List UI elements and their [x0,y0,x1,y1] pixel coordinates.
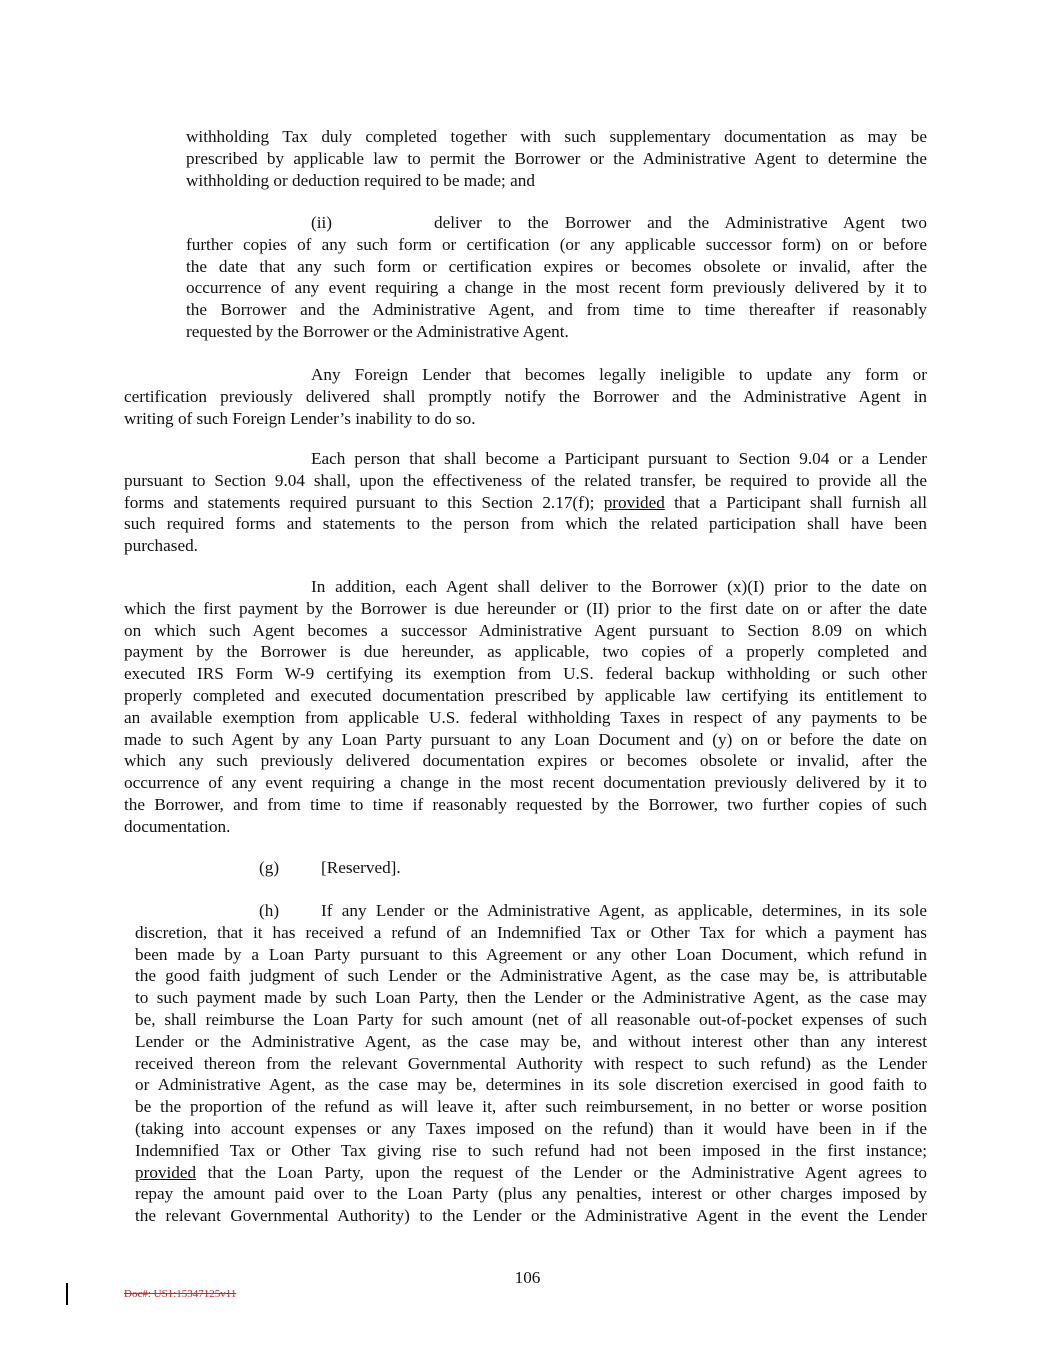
text-line: requested by the Borrower or the Administrative Agent. [186,321,569,341]
text-line: which the first payment by the Borrower is due hereunder or (II) prior to the first date on or after the date [124,598,927,618]
text-line: withholding or deduction required to be made; and [186,170,535,190]
paragraph-participant [124,448,927,557]
clause-label-g: (g) [259,858,280,877]
page-number: 106 [514,1268,541,1287]
text-line: received thereon from the relevant Governmental Authority with respect to such refund) as the Lender [135,1053,927,1073]
provided-term: provided [135,1162,197,1182]
text-line: the Borrower and the Administrative Agent, and from time to time thereafter if reasonably [186,300,927,320]
paragraph-withholding-continuation [186,126,927,191]
provided-term: provided [603,492,665,512]
revision-change-bar [66,1283,68,1305]
clause-label-ii: (ii) [311,213,332,232]
text-line: Indemnified Tax or Other Tax giving rise to such refund had not been imposed in the first instance; [135,1140,927,1160]
text-line: be the proportion of the refund as will leave it, after such reimbursement, in no better or worse position [135,1097,927,1117]
text-line: on which such Agent becomes a successor Administrative Agent pursuant to Section 8.09 on which [124,620,927,640]
text-line: made to such Agent by any Loan Party pursuant to any Loan Document and (y) on or before the date on [124,729,927,749]
text-segment: forms and statements required pursuant to this Section 2.17(f); [124,492,604,512]
text-line: the date that any such form or certification expires or becomes obsolete or invalid, after the [186,256,927,276]
paragraph-clause-ii [186,212,927,343]
text-line: In addition, each Agent shall deliver to the Borrower (x)(I) prior to the date on [311,577,927,596]
text-line: been made by a Loan Party pursuant to this Agreement or any other Loan Document, which refund in [135,944,927,964]
text-line: pursuant to Section 9.04 shall, upon the effectiveness of the related transfer, be required to provide all the [124,470,927,490]
text-line: or Administrative Agent, as the case may be, determines in its sole discretion exercised in good faith to [135,1075,927,1095]
text-line [124,492,927,514]
text-line: payment by the Borrower is due hereunder, as applicable, two copies of a properly completed and [124,642,927,662]
paragraph-agent-deliver [124,576,927,838]
clause-g-text: [Reserved]. [321,858,401,877]
text-line: (taking into account expenses or any Taxes imposed on the refund) than it would have been in if the [135,1118,927,1138]
text-line [135,1162,927,1184]
document-id: Doc#: US1:15347125v11 [124,1288,237,1300]
paragraph-foreign-lender [124,364,927,429]
text-line: the relevant Governmental Authority) to the Lender or the Administrative Agent in the event the Lender [135,1206,927,1226]
text-line: repay the amount paid over to the Loan Party (plus any penalties, interest or other charges imposed by [135,1184,927,1204]
text-line: Any Foreign Lender that becomes legally ineligible to update any form or [311,365,927,384]
text-line: Lender or the Administrative Agent, as the case may be, and without interest other than any interest [135,1031,927,1051]
text-line: certification previously delivered shall promptly notify the Borrower and the Administrative Agent in [124,386,927,406]
text-line: purchased. [124,536,198,556]
text-line: withholding Tax duly completed together with such supplementary documentation as may be [186,127,927,146]
text-segment: that a Participant shall furnish all [664,492,927,512]
text-line: be, shall reimburse the Loan Party for such amount (net of all reasonable out-of-pocket expenses of such [135,1009,927,1029]
clause-label-h: (h) [259,901,280,920]
text-line: the good faith judgment of such Lender or the Administrative Agent, as the case may be, is attributable [135,966,927,986]
text-line: properly completed and executed documentation prescribed by applicable law certifying its entitlement to [124,685,927,705]
text-line: the Borrower, and from time to time if reasonably requested by the Borrower, two further copies of such [124,794,927,814]
text-line: documentation. [124,816,231,836]
text-line: deliver to the Borrower and the Administrative Agent two [434,213,927,232]
text-line: occurrence of any event requiring a change in the most recent form previously delivered by it to [186,278,927,298]
text-line: writing of such Foreign Lender’s inability to do so. [124,408,476,428]
text-line: further copies of any such form or certification (or any applicable successor form) on or before [186,234,927,254]
text-line: to such payment made by such Loan Party, then the Lender or the Administrative Agent, as the case may [135,988,927,1008]
paragraph-clause-h [135,900,927,1227]
text-line: such required forms and statements to the person from which the related participation shall have been [124,514,927,534]
text-line: prescribed by applicable law to permit the Borrower or the Administrative Agent to determine the [186,148,927,168]
text-line: discretion, that it has received a refund of an Indemnified Tax or Other Tax for which a payment has [135,922,927,942]
text-segment: that the Loan Party, upon the request of the Lender or the Administrative Agent agrees to [196,1162,927,1182]
text-line: If any Lender or the Administrative Agent, as applicable, determines, in its sole [321,901,927,920]
text-line: occurrence of any event requiring a change in the most recent documentation previously delivered by it to [124,773,927,793]
text-line: which any such previously delivered documentation expires or becomes obsolete or invalid, after the [124,751,927,771]
text-line: an available exemption from applicable U.S. federal withholding Taxes in respect of any payments to be [124,707,927,727]
text-line: Each person that shall become a Participant pursuant to Section 9.04 or a Lender [311,449,927,468]
text-line: executed IRS Form W-9 certifying its exemption from U.S. federal backup withholding or such other [124,664,927,684]
